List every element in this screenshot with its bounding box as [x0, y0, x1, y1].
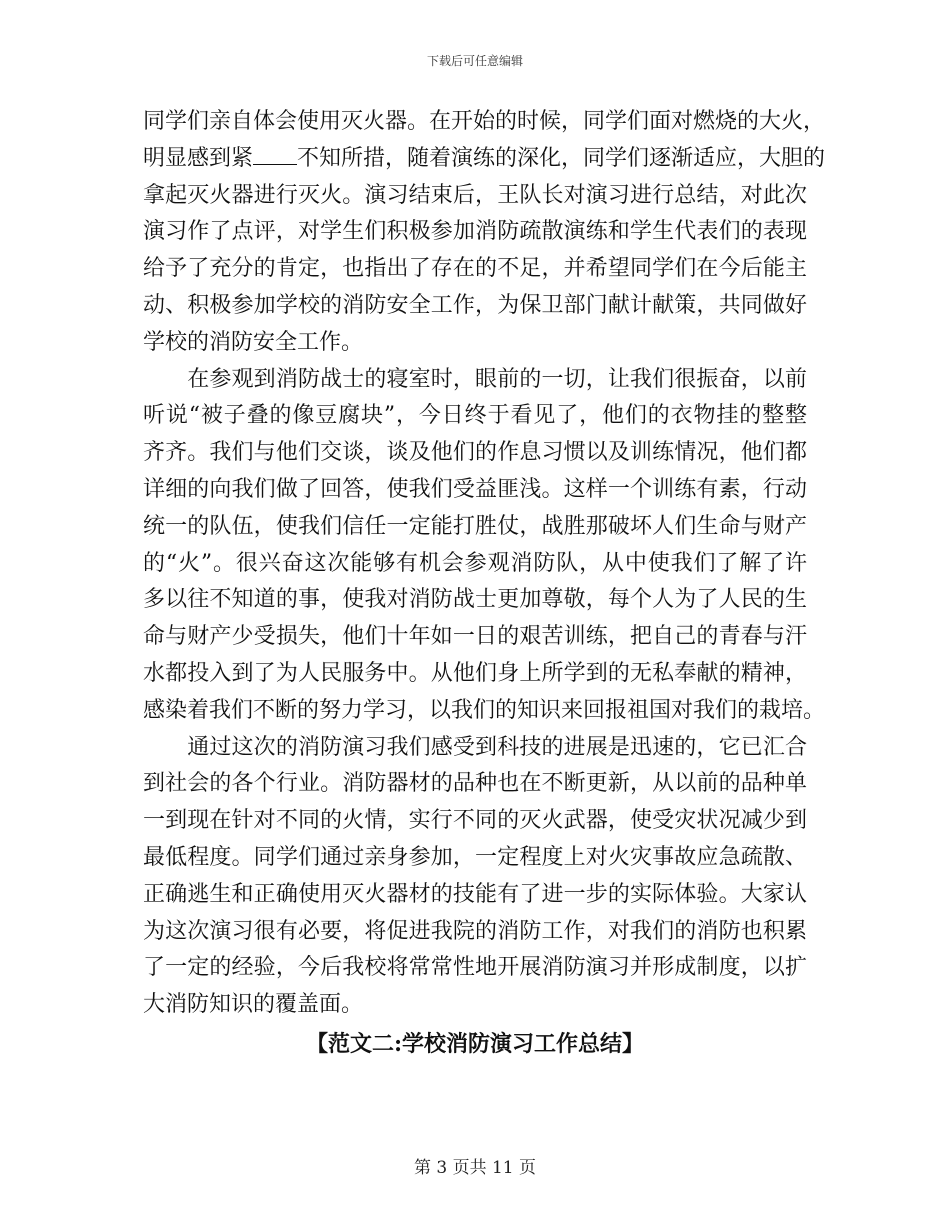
paragraph-1: [143, 104, 826, 362]
text-line: 到社会的各个行业。消防器材的品种也在不断更新，从以前的品种单: [143, 771, 807, 797]
text-line: 一到现在针对不同的火情，实行不同的灭火武器，使受灾状况减少到: [143, 808, 807, 834]
text-line: 的“火”。很兴奋这次能够有机会参观消防队，从中使我们了解了许: [143, 550, 807, 576]
text-line: 在参观到消防战士的寝室时，眼前的一切，让我们很振奋，以前: [143, 366, 807, 392]
text-line: 通过这次的消防演习我们感受到科技的进展是迅速的，它已汇合: [143, 734, 807, 760]
text-line: 命与财产少受损失，他们十年如一日的艰苦训练，把自己的青春与汗: [143, 624, 807, 650]
fill-in-blank: [253, 144, 297, 165]
text-line: 正确逃生和正确使用灭火器材的技能有了进一步的实际体验。大家认: [143, 881, 807, 907]
text-line: 多以往不知道的事，使我对消防战士更加尊敬，每个人为了人民的生: [143, 587, 807, 613]
text-line: 动、积极参加学校的消防安全工作，为保卫部门献计献策，共同做好: [143, 292, 807, 318]
text-line: 感染着我们不断的努力学习，以我们的知识来回报祖国对我们的栽培。: [143, 697, 826, 723]
text-line: 齐齐。我们与他们交谈，谈及他们的作息习惯以及训练情况，他们都: [143, 440, 807, 466]
paragraph-3: [143, 730, 807, 1024]
text-line: 拿起灭火器进行灭火。演习结束后，王队长对演习进行总结，对此次: [143, 182, 807, 208]
text-line: 详细的向我们做了回答，使我们受益匪浅。这样一个训练有素，行动: [143, 476, 807, 502]
text-line: 给予了充分的肯定，也指出了存在的不足，并希望同学们在今后能主: [143, 256, 807, 282]
text-line: 了一定的经验，今后我校将常常性地开展消防演习并形成制度，以扩: [143, 955, 807, 981]
text-segment: 明显感到紧: [143, 145, 254, 171]
text-line: 水都投入到了为人民服务中。从他们身上所学到的无私奉献的精神，: [143, 660, 807, 686]
text-line: 同学们亲自体会使用灭火器。在开始的时候，同学们面对燃烧的大火，: [143, 109, 826, 134]
text-line: 为这次演习很有必要，将促进我院的消防工作，对我们的消防也积累: [143, 918, 807, 944]
text-segment: 不知所措，随着演练的深化，同学们逐渐适应，大胆的: [297, 145, 826, 171]
text-line: 学校的消防安全工作。: [143, 329, 364, 355]
text-line: 听说“被子叠的像豆腐块”，今日终于看见了，他们的衣物挂的整整: [143, 403, 807, 429]
document-body: [143, 104, 826, 1024]
page-header: 下载后可任意编辑: [426, 54, 523, 68]
text-line: 统一的队伍，使我们信任一定能打胜仗，战胜那破坏人们生命与财产: [143, 513, 807, 539]
paragraph-2: [143, 362, 826, 730]
section-heading: 【范文二:学校消防演习工作总结】: [305, 1031, 645, 1057]
text-line: 大消防知识的覆盖面。: [143, 992, 364, 1018]
text-line: 最低程度。同学们通过亲身参加，一定程度上对火灾事故应急疏散、: [143, 844, 807, 870]
page-footer: 第 3 页共 11 页: [413, 1158, 537, 1178]
text-line-with-blank: [143, 141, 826, 178]
text-line: 演习作了点评，对学生们积极参加消防疏散演练和学生代表们的表现: [143, 219, 807, 245]
